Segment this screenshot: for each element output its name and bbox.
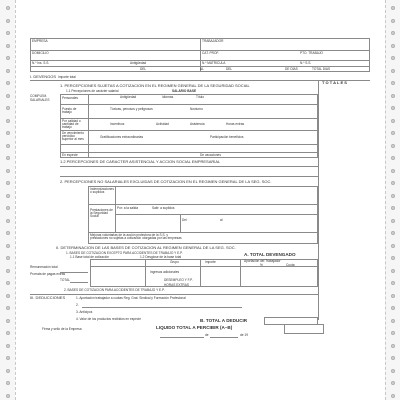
feed-hole xyxy=(6,194,10,198)
domicilio-label: DOMICILIO xyxy=(32,51,49,55)
feed-hole xyxy=(6,119,10,123)
feed-hole xyxy=(391,219,395,223)
prorrata-label: Prorrata de pagas extras xyxy=(30,272,66,276)
feed-hole xyxy=(6,231,10,235)
feed-hole xyxy=(6,169,10,173)
grupo-label: Grupo xyxy=(170,260,179,264)
feed-hole xyxy=(6,381,10,385)
base-tiempo-label: 1.2 Desglose de la base total xyxy=(140,254,182,259)
feed-hole xyxy=(391,131,395,135)
pto-trabajo-label: PTO. TRABAJO xyxy=(300,51,323,55)
feed-hole xyxy=(6,144,10,148)
complem-label: COMPLEM. xyxy=(30,94,48,98)
feed-hole xyxy=(391,181,395,185)
feed-hole xyxy=(6,344,10,348)
deducciones-heading: III. DEDUCCIONES xyxy=(30,295,66,300)
section3-title: II. DETERMINACION DE LAS BASES DE COTIZACION AL REGIMEN GENERAL DE LA SEG. SOC. xyxy=(56,245,236,250)
matricula-label: N.º MATRICULA xyxy=(202,60,226,65)
n-ss-label: N.º S.S. xyxy=(300,60,312,65)
feed-hole xyxy=(391,169,395,173)
deduccion-line3: 3. Anticipos xyxy=(76,310,93,314)
feed-hole xyxy=(391,331,395,335)
feed-hole xyxy=(6,69,10,73)
feed-hole xyxy=(391,56,395,60)
feed-hole xyxy=(6,306,10,310)
puesto-label: Puesto de trabajo xyxy=(62,107,77,115)
feed-hole xyxy=(6,81,10,85)
feed-hole xyxy=(391,281,395,285)
horas-extras-label: Horas extras xyxy=(226,122,245,126)
totales-heading: T O T A L E S xyxy=(322,80,347,85)
cuota-label: Cuota xyxy=(286,263,295,267)
actividad-label: Actividad xyxy=(156,122,169,126)
feed-hole xyxy=(391,31,395,35)
gratificaciones-label: Gratificaciones extraordinarias xyxy=(100,135,144,139)
feed-hole xyxy=(6,319,10,323)
antiguedad-col-label: Antigüedad xyxy=(120,94,137,99)
feed-hole xyxy=(391,369,395,373)
feed-hole xyxy=(391,344,395,348)
total-label: TOTAL xyxy=(60,278,70,282)
horas-extras-cot-label: HORAS EXTRAS xyxy=(164,282,189,287)
feed-hole xyxy=(391,194,395,198)
section2-title: 2. PERCEPCIONES NO SALARIALES EXCLUIDAS DE COTIZACION EN EL REGIMEN GENERAL DE LA SEG. SOC. xyxy=(60,179,272,184)
left-feed-strip xyxy=(0,0,15,400)
feed-hole xyxy=(6,206,10,210)
feed-hole xyxy=(391,356,395,360)
ingresos-label: Ingresos adicionales xyxy=(150,270,180,274)
liquido-label: LIQUIDO TOTAL A PERCIBIR (A–B) xyxy=(156,325,233,330)
feed-hole xyxy=(391,319,395,323)
feed-hole xyxy=(391,119,395,123)
section3-sub2: 2. BASES DE COTIZACION PARA ACCIDENTES DE TRABAJO Y E.P. xyxy=(64,288,165,292)
prest-al-label: al xyxy=(220,218,223,222)
fecha-de-label: de xyxy=(205,333,209,337)
pct-label: % xyxy=(260,263,263,267)
total-dias-label: TOTAL DIAS xyxy=(312,66,331,71)
deduccion-line2: 2. xyxy=(76,303,79,307)
totals-column-line xyxy=(318,80,319,320)
antiguedad-label: Antigüedad xyxy=(130,60,147,65)
bases-table xyxy=(90,259,318,287)
feed-hole xyxy=(6,269,10,273)
por-salida-label: Por: a la salida xyxy=(117,206,139,210)
vacaciones-label: De vacaciones xyxy=(200,152,221,157)
vencimiento-label: De vencimiento periódico superior al mes xyxy=(62,131,84,142)
feed-hole xyxy=(391,44,395,48)
ins-ss-label: N.º Ins. S.S. xyxy=(32,60,50,65)
feed-hole xyxy=(391,6,395,10)
feed-hole xyxy=(391,394,395,398)
feed-hole xyxy=(391,294,395,298)
periodo-del2-label: DEL xyxy=(226,66,233,71)
feed-hole xyxy=(6,94,10,98)
feed-hole xyxy=(6,44,10,48)
feed-hole xyxy=(391,244,395,248)
prestaciones-label: Prestaciones de la Seguridad Social xyxy=(90,208,113,219)
feed-hole xyxy=(391,144,395,148)
nocturno-label: Nocturno xyxy=(190,107,203,111)
dias-label: DE DÍAS xyxy=(285,66,298,71)
feed-hole xyxy=(6,244,10,248)
feed-hole xyxy=(391,19,395,23)
feed-hole xyxy=(6,256,10,260)
feed-hole xyxy=(6,281,10,285)
deduccion-line4: 4. Valor de los productos recibidos en especie xyxy=(76,317,141,321)
feed-hole xyxy=(6,131,10,135)
feed-hole xyxy=(391,69,395,73)
trabajador-label: TRABAJADOR xyxy=(202,39,224,43)
aportacion-label: Aportación del Trabajador xyxy=(244,259,281,263)
cat-prof-label: CAT. PROF. xyxy=(202,51,219,55)
feed-hole xyxy=(391,206,395,210)
periodo-del-label: DEL xyxy=(140,66,147,71)
incentivos-label: Incentivos xyxy=(110,122,125,126)
total-deducir-label: B. TOTAL A DEDUCIR xyxy=(200,318,248,323)
toxicas-label: Tóxicas, penosos y peligrosos xyxy=(110,107,153,111)
remuneracion-label: Remuneración total xyxy=(30,265,58,269)
feed-hole xyxy=(6,394,10,398)
feed-hole xyxy=(391,94,395,98)
salario-base-label: SALARIO BASE xyxy=(172,89,197,93)
section3-sub1: 1. BASES DE COTIZACION EXCEPTO PARA ACCIDENTES DE TRABAJO Y E.P. xyxy=(66,250,183,255)
personales-label: Personales xyxy=(62,96,78,100)
en-especie-label: En especie xyxy=(62,152,78,157)
feed-hole xyxy=(391,256,395,260)
feed-hole xyxy=(6,369,10,373)
feed-hole xyxy=(6,331,10,335)
fecha-19-label: de 19 xyxy=(240,333,248,337)
feed-hole xyxy=(6,31,10,35)
feed-hole xyxy=(391,231,395,235)
indemnizaciones-label: Indemnizaciones o suplidos xyxy=(90,187,114,195)
asistencia-label: Asistencia xyxy=(190,122,205,126)
section1-subtitle: 1.1 Percepciones de carácter salarial xyxy=(66,89,119,93)
feed-hole xyxy=(391,269,395,273)
importe-total-label: Importe total xyxy=(58,74,76,79)
right-perforation xyxy=(385,0,386,400)
section12-title: 1.2 PERCEPCIONES DE CARACTER ASISTENCIAL Y ACCION SOCIAL EMPRESARIAL xyxy=(60,159,221,164)
liquido-box[interactable] xyxy=(284,324,324,334)
titulo-label: Título xyxy=(196,94,204,99)
participacion-label: Participación beneficios xyxy=(210,135,244,139)
base-total-label: 1.1 Base total de cotización xyxy=(70,254,109,259)
feed-hole xyxy=(6,19,10,23)
mejoras-label: Mejoras voluntarias de la acción protectora de la S.S. y prestaciones no sujetas a cotización otorgadas por las empresas xyxy=(90,232,182,240)
feed-hole xyxy=(391,81,395,85)
deduccion-line1: 1. Aportación trabajador a cuotas Reg. Grat. Sindical y Formación Profesional xyxy=(76,296,186,300)
desempleo-label: DESEMPLEO Y F.P. xyxy=(164,278,193,282)
feed-hole xyxy=(6,106,10,110)
feed-hole xyxy=(391,156,395,160)
feed-hole xyxy=(6,294,10,298)
devengos-heading: I. DEVENGOS xyxy=(30,74,57,79)
salariales-label: SALARIALES xyxy=(30,98,50,102)
importe-label: Importe xyxy=(205,260,216,264)
feed-hole xyxy=(6,356,10,360)
idiomas-label: Idiomas xyxy=(162,94,174,99)
section1-title: 1. PERCEPCIONES SUJETAS A COTIZACION EN EL REGIMEN GENERAL DE LA SEGURIDAD SOCIAL xyxy=(60,83,250,88)
feed-hole xyxy=(6,219,10,223)
empresa-label: EMPRESA xyxy=(32,39,48,43)
left-perforation xyxy=(15,0,16,400)
feed-hole xyxy=(391,306,395,310)
feed-hole xyxy=(6,156,10,160)
periodo-al-label: AL xyxy=(200,66,204,71)
por-calidad-label: Por calidad o cantidad de trabajo xyxy=(62,119,81,130)
feed-hole xyxy=(391,106,395,110)
feed-hole xyxy=(391,381,395,385)
right-feed-strip xyxy=(385,0,400,400)
total-devengado-label: A. TOTAL DEVENGADO xyxy=(244,252,296,257)
feed-hole xyxy=(6,56,10,60)
feed-hole xyxy=(6,6,10,10)
salir-label: Salir: a suplidos xyxy=(152,206,175,210)
firma-label: Firma y sello de la Empresa xyxy=(42,327,82,331)
prest-del-label: Del xyxy=(182,218,187,222)
feed-hole xyxy=(6,181,10,185)
